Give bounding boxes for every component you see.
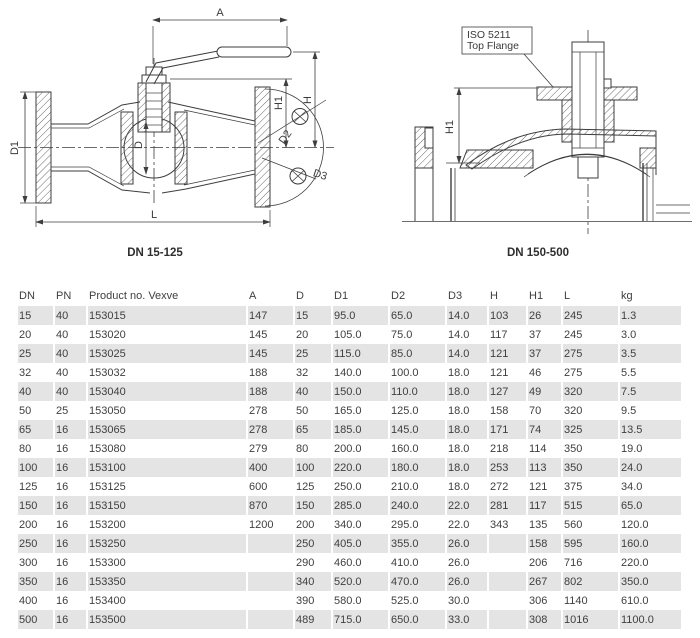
table-cell: 49 [528,382,563,401]
table-cell: 26.0 [447,534,489,553]
table-cell: 121 [489,344,528,363]
table-cell: 105.0 [333,325,390,344]
table-cell: 80 [18,439,55,458]
table-cell: 400 [18,591,55,610]
table-cell: 158 [528,534,563,553]
table-cell: 25 [55,401,88,420]
table-cell: 279 [248,439,295,458]
table-cell: 65 [295,420,333,439]
table-cell: 18.0 [447,420,489,439]
valve-drawing-dn150-500 [400,0,700,275]
table-cell: 153200 [88,515,248,534]
table-cell: 489 [295,610,333,629]
table-cell: 153040 [88,382,248,401]
table-row [18,363,683,382]
table-cell [489,553,528,572]
table-cell: 340 [295,572,333,591]
table-cell: 153050 [88,401,248,420]
table-cell: 50 [295,401,333,420]
table-row [18,553,683,572]
table-cell: 185.0 [333,420,390,439]
table-row [18,610,683,629]
table-cell: 300 [18,553,55,572]
table-cell: 14.0 [447,325,489,344]
table-body [18,306,683,629]
table-cell: 308 [528,610,563,629]
column-header: H1 [529,290,544,302]
table-row [18,382,683,401]
table-cell: 100 [18,458,55,477]
table-cell: 65 [18,420,55,439]
table-cell: 40 [55,306,88,325]
table-cell: 120.0 [620,515,683,534]
table-cell: 16 [55,572,88,591]
table-cell: 37 [528,325,563,344]
table-cell: 115.0 [333,344,390,363]
table-header-row [18,288,683,306]
table-row [18,534,683,553]
table-cell: 16 [55,420,88,439]
table-cell: 150.0 [333,382,390,401]
table-cell: 34.0 [620,477,683,496]
table-cell: 22.0 [447,496,489,515]
dim-label-d1: D1 [9,140,21,156]
table-row [18,477,683,496]
table-cell: 18.0 [447,382,489,401]
table-cell: 121 [528,477,563,496]
table-cell: 350.0 [620,572,683,591]
table-cell: 1140 [563,591,620,610]
body-ledge [460,150,533,168]
pipe-flange-left-notch [425,128,433,148]
table-cell: 40 [55,325,88,344]
valve-section-small-svg [0,0,350,285]
drawing-caption-right: DN 150-500 [506,247,570,259]
table-cell: 285.0 [333,496,390,515]
table-cell: 400 [248,458,295,477]
table-cell: 350 [563,458,620,477]
table-row [18,496,683,515]
table-cell: 65.0 [620,496,683,515]
table-cell: 200 [295,515,333,534]
table-cell: 150 [295,496,333,515]
handle-grip [217,47,291,57]
table-cell: 147 [248,306,295,325]
table-cell: 18.0 [447,363,489,382]
table-cell: 250 [295,534,333,553]
table-cell: 250.0 [333,477,390,496]
seat-ring-left [121,112,133,184]
table-cell: 250 [18,534,55,553]
table-cell: 716 [563,553,620,572]
table-cell: 50 [18,401,55,420]
table-cell: 320 [563,382,620,401]
table-cell: 32 [18,363,55,382]
table-cell [489,610,528,629]
table-row [18,439,683,458]
top-flange-left [537,87,572,100]
table-cell: 153350 [88,572,248,591]
seat-ring-right [175,112,187,184]
table-cell: 18.0 [447,401,489,420]
table-cell [248,534,295,553]
body-wall-inner [184,110,255,125]
table-cell: 180.0 [390,458,447,477]
table-row [18,420,683,439]
table-cell: 16 [55,534,88,553]
table-cell: 30.0 [447,591,489,610]
table-cell: 153025 [88,344,248,363]
table-cell: 46 [528,363,563,382]
table-cell: 520.0 [333,572,390,591]
table-cell: 153020 [88,325,248,344]
table-cell: 16 [55,477,88,496]
table-cell: 100.0 [390,363,447,382]
table-cell: 275 [563,363,620,382]
table-row [18,325,683,344]
table-cell: 220.0 [620,553,683,572]
table-cell: 65.0 [390,306,447,325]
table-cell: 14.0 [447,344,489,363]
column-header: H [490,290,498,302]
table-cell: 121 [489,363,528,382]
table-cell: 127 [489,382,528,401]
table-cell: 580.0 [333,591,390,610]
table-cell: 145 [248,344,295,363]
table-cell: 40 [295,382,333,401]
table-cell: 26.0 [447,553,489,572]
table-cell: 40 [55,363,88,382]
table-cell: 560 [563,515,620,534]
flange-neck-right [604,100,614,142]
column-header: D [296,290,304,302]
table-cell: 5.5 [620,363,683,382]
table-cell: 16 [55,591,88,610]
table-cell: 340.0 [333,515,390,534]
table-cell: 153400 [88,591,248,610]
table-cell: 153032 [88,363,248,382]
table-cell: 245 [563,325,620,344]
table-cell: 281 [489,496,528,515]
table-cell: 650.0 [390,610,447,629]
dim-label-d2: D2 [276,128,295,147]
table-row [18,306,683,325]
table-cell: 210.0 [390,477,447,496]
table-cell: 113 [528,458,563,477]
dimension-table [18,288,683,629]
table-cell: 125 [295,477,333,496]
stem-body [572,42,604,157]
dim-label-l: L [150,209,158,221]
table-cell: 272 [489,477,528,496]
table-cell: 153080 [88,439,248,458]
table-cell: 600 [248,477,295,496]
table-cell: 100 [295,458,333,477]
top-flange-note-line1: ISO 5211 [467,29,511,41]
body-wall-inner [184,170,255,185]
table-cell: 1200 [248,515,295,534]
table-cell: 18.0 [447,439,489,458]
table-cell: 80 [295,439,333,458]
table-cell: 18.0 [447,477,489,496]
table-cell: 245 [563,306,620,325]
table-cell: 160.0 [390,439,447,458]
table-cell: 1016 [563,610,620,629]
table-cell: 103 [489,306,528,325]
table-row [18,344,683,363]
table-cell: 200.0 [333,439,390,458]
table-cell: 355.0 [390,534,447,553]
dim-label-h1: H1 [273,95,285,111]
table-cell: 350 [18,572,55,591]
table-cell: 33.0 [447,610,489,629]
table-cell: 15 [295,306,333,325]
table-row [18,515,683,534]
table-cell: 171 [489,420,528,439]
table-cell: 70 [528,401,563,420]
table-cell: 188 [248,382,295,401]
top-flange-note-line2: Top Flange [467,40,519,52]
table-cell: 16 [55,458,88,477]
table-cell: 153300 [88,553,248,572]
table-cell: 16 [55,610,88,629]
table-cell: 24.0 [620,458,683,477]
table-cell: 515 [563,496,620,515]
dim-label-h: H [302,96,314,104]
table-cell: 7.5 [620,382,683,401]
table-cell: 218 [489,439,528,458]
column-header: D1 [334,290,349,302]
column-header: A [249,290,257,302]
table-cell: 150 [18,496,55,515]
table-cell [248,591,295,610]
table-cell: 320 [563,401,620,420]
valve-drawing-dn15-125 [0,0,350,290]
stem-lower-block [578,157,598,178]
table-cell: 158 [489,401,528,420]
table-cell: 153065 [88,420,248,439]
table-row [18,401,683,420]
table-cell: 405.0 [333,534,390,553]
table-cell: 715.0 [333,610,390,629]
table-cell: 343 [489,515,528,534]
table-cell: 110.0 [390,382,447,401]
table-row [18,458,683,477]
dim-label-h1: H1 [444,119,456,135]
table-cell: 20 [18,325,55,344]
table-cell: 1.3 [620,306,683,325]
table-cell: 40 [18,382,55,401]
table-cell: 16 [55,496,88,515]
table-cell [489,591,528,610]
table-cell: 153100 [88,458,248,477]
table-cell: 870 [248,496,295,515]
column-header: DN [19,290,35,302]
table-cell: 114 [528,439,563,458]
table-cell: 25 [18,344,55,363]
table-cell: 26.0 [447,572,489,591]
table-cell: 26 [528,306,563,325]
table-cell: 22.0 [447,515,489,534]
table-cell: 278 [248,420,295,439]
table-cell: 1100.0 [620,610,683,629]
table-cell: 290 [295,553,333,572]
table-cell: 40 [55,344,88,363]
column-header: D3 [448,290,463,302]
table-cell: 95.0 [333,306,390,325]
valve-section-large-svg [400,0,700,270]
column-header: Product no. Vexve [89,290,179,302]
table-cell: 75.0 [390,325,447,344]
table-cell: 295.0 [390,515,447,534]
table-cell: 206 [528,553,563,572]
table-cell: 16 [55,515,88,534]
table-cell: 125 [18,477,55,496]
table-cell: 153250 [88,534,248,553]
table-cell [248,553,295,572]
table-cell: 140.0 [333,363,390,382]
drawing-caption-left: DN 15-125 [127,247,183,259]
table-cell [489,534,528,553]
table-cell: 610.0 [620,591,683,610]
table-cell: 32 [295,363,333,382]
table-cell: 153500 [88,610,248,629]
stem-key-nub [604,79,611,88]
column-header: kg [621,290,633,302]
table-cell: 253 [489,458,528,477]
table-cell: 117 [528,496,563,515]
stem-collar [142,75,166,83]
table-cell: 460.0 [333,553,390,572]
table-cell: 135 [528,515,563,534]
table-cell: 525.0 [390,591,447,610]
table-cell: 188 [248,363,295,382]
top-flange-right [604,87,637,100]
table-cell: 153125 [88,477,248,496]
dim-label-a: A [216,7,224,19]
left-flange [36,92,51,203]
table-cell: 15 [18,306,55,325]
table-cell: 375 [563,477,620,496]
right-flange [255,87,270,207]
table-cell: 500 [18,610,55,629]
table-cell: 18.0 [447,458,489,477]
table-cell [248,610,295,629]
table-cell: 220.0 [333,458,390,477]
table-cell: 3.5 [620,344,683,363]
table-cell: 19.0 [620,439,683,458]
table-cell: 325 [563,420,620,439]
table-cell: 117 [489,325,528,344]
table-cell: 306 [528,591,563,610]
table-cell: 145 [248,325,295,344]
table-row [18,572,683,591]
table-cell: 153150 [88,496,248,515]
table-cell: 470.0 [390,572,447,591]
table-cell: 16 [55,553,88,572]
table-cell: 595 [563,534,620,553]
spec-table-section [18,288,683,629]
table-cell: 16 [55,439,88,458]
table-cell: 13.5 [620,420,683,439]
dim-label-d: D [133,141,145,149]
table-cell: 165.0 [333,401,390,420]
table-cell: 802 [563,572,620,591]
table-cell: 275 [563,344,620,363]
column-header: PN [56,290,72,302]
body-wall-inner [51,109,124,128]
table-cell: 40 [55,382,88,401]
table-cell: 267 [528,572,563,591]
table-cell: 390 [295,591,333,610]
table-cell: 25 [295,344,333,363]
table-cell: 85.0 [390,344,447,363]
table-cell: 410.0 [390,553,447,572]
table-cell [489,572,528,591]
table-cell: 74 [528,420,563,439]
table-cell: 160.0 [620,534,683,553]
annotation-leader [524,54,553,87]
table-cell: 240.0 [390,496,447,515]
table-cell: 153015 [88,306,248,325]
table-cell [248,572,295,591]
table-cell: 278 [248,401,295,420]
flange-neck-left [562,100,572,142]
table-row [18,591,683,610]
table-cell: 37 [528,344,563,363]
table-cell: 350 [563,439,620,458]
body-wall-inner [51,167,124,186]
table-cell: 145.0 [390,420,447,439]
table-cell: 125.0 [390,401,447,420]
column-header: D2 [391,290,406,302]
body-outline [51,171,150,193]
table-cell: 14.0 [447,306,489,325]
column-header: L [564,290,571,302]
table-cell: 200 [18,515,55,534]
table-cell: 20 [295,325,333,344]
table-cell: 9.5 [620,401,683,420]
table-cell: 3.0 [620,325,683,344]
dim-label-d3: D3 [311,167,329,184]
